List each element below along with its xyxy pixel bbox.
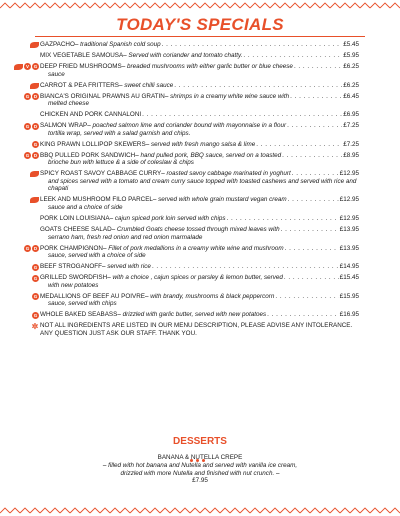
- border-chevron: [0, 3, 10, 8]
- border-chevron: [300, 508, 310, 513]
- menu-item: [0, 141, 400, 149]
- menu-item: [0, 196, 400, 211]
- border-chevron: [220, 3, 230, 8]
- dot-leader: [282, 152, 342, 160]
- item-name: CARROT & PEA FRITTERS: [40, 81, 119, 89]
- dietary-icons: [30, 82, 39, 90]
- dot-leader: [292, 170, 339, 178]
- border-chevron: [240, 508, 250, 513]
- border-chevron: [260, 3, 270, 8]
- item-description-continued: and spices served with a tomato and cream curry sauce topped with toasted cashews and served with rice and chapati: [48, 177, 357, 193]
- border-chevron: [380, 508, 390, 513]
- item-price: £13.95: [339, 244, 359, 252]
- item-description: – Fillet of pork medallions in a creamy white wine and mushroom: [102, 244, 284, 252]
- item-description: – roasted savoy cabbage marinated in yoghurt: [161, 170, 291, 178]
- border-chevron: [40, 3, 50, 8]
- leaf-icon: [30, 83, 39, 89]
- item-price: £15.95: [339, 292, 359, 300]
- item-description-continued: sauce, served with chips: [48, 300, 117, 308]
- item-description-continued: melted cheese: [48, 100, 89, 108]
- dot-leader: [162, 41, 343, 49]
- dietary-icons: [32, 311, 39, 319]
- item-price: £6.45: [343, 92, 359, 100]
- border-chevron: [370, 508, 380, 513]
- menu-item: [0, 215, 400, 223]
- dietary-icons: [30, 196, 39, 204]
- dessert-price: £7.95: [192, 477, 208, 485]
- item-price: £8.95: [343, 151, 359, 159]
- border-chevron: [340, 3, 350, 8]
- item-description: – Served with coriander and tomato chatty.: [123, 51, 243, 59]
- menu-item: [0, 152, 400, 167]
- allergen-note: [0, 322, 400, 337]
- dietary-icons: [30, 41, 39, 49]
- border-chevron: [200, 508, 210, 513]
- border-chevron: [120, 3, 130, 8]
- item-name: BEEF STROGANOFF: [40, 263, 102, 271]
- item-name: BIANCA'S ORIGINAL PRAWNS AU GRATIN: [40, 92, 165, 100]
- title-divider: [35, 36, 365, 37]
- item-price: £16.95: [339, 311, 359, 319]
- item-description: – served with whole grain mustard vegan cream: [152, 196, 287, 204]
- item-description: – with a choice , cajun spices or parsley & lemon butter, served: [107, 274, 283, 282]
- dot-leader: [290, 93, 342, 101]
- d-icon: D: [33, 94, 38, 100]
- item-price: £12.95: [339, 170, 359, 178]
- border-chevron: [220, 508, 230, 513]
- menu-item: [0, 274, 400, 289]
- border-chevron: [160, 3, 170, 8]
- allergen-note-text: NOT ALL INGREDIENTS ARE LISTED IN OUR MENU DESCRIPTION, PLEASE ADVISE ANY INTOLERANCE. ANY QUESTION JUST ASK OUR STAFF. THANK YOU.: [40, 322, 353, 337]
- item-description-continued: tortilla wrap, served with a salad garnish and chips.: [48, 129, 191, 137]
- item-description-continued: sauce: [48, 70, 65, 78]
- item-price: £6.95: [343, 111, 359, 119]
- item-price: £6.25: [343, 62, 359, 70]
- dot-leader: [287, 122, 342, 130]
- border-chevron: [350, 508, 360, 513]
- border-chevron: [10, 508, 20, 513]
- menu-item: [0, 41, 400, 49]
- item-description-continued: serrano ham, fresh red onion and red onion marmalade: [48, 233, 203, 241]
- menu-item: [0, 263, 400, 271]
- border-chevron: [270, 508, 280, 513]
- border-chevron: [150, 508, 160, 513]
- dot-leader: [174, 82, 342, 90]
- d-icon: D: [33, 246, 38, 252]
- border-chevron: [370, 3, 380, 8]
- border-chevron: [280, 508, 290, 513]
- border-chevron: [270, 3, 280, 8]
- menu-item: [0, 293, 400, 308]
- border-chevron: [160, 508, 170, 513]
- g-icon: G: [25, 153, 30, 159]
- border-chevron: [180, 3, 190, 8]
- dot-leader: [284, 274, 339, 282]
- menu-item: [0, 226, 400, 241]
- dietary-icons: [30, 170, 39, 178]
- dot-leader: [285, 245, 339, 253]
- border-chevron: [100, 508, 110, 513]
- border-chevron: [150, 3, 160, 8]
- g-icon: G: [33, 275, 38, 281]
- dot-leader: [152, 263, 339, 271]
- item-name: MIX VEGETABLE SAMOUSA: [40, 51, 124, 59]
- border-chevron: [210, 3, 220, 8]
- border-chevron: [60, 508, 70, 513]
- border-chevron: [250, 3, 260, 8]
- dietary-icons: [14, 63, 39, 71]
- border-chevron: [170, 508, 180, 513]
- leaf-icon: [30, 42, 39, 48]
- g-icon: G: [25, 246, 30, 252]
- g-icon: G: [33, 294, 38, 300]
- border-chevron: [130, 3, 140, 8]
- border-chevron: [320, 3, 330, 8]
- border-chevron: [20, 3, 30, 8]
- item-name: GOATS CHEESE SALAD: [40, 225, 112, 233]
- item-description-continued: sauce and a choice of side: [48, 204, 123, 211]
- border-chevron: [290, 508, 300, 513]
- item-description: – served with fresh mango salsa & lime: [145, 140, 256, 148]
- bottom-border-pattern: [0, 502, 400, 516]
- border-chevron: [300, 3, 310, 8]
- border-chevron: [390, 508, 400, 513]
- item-price: £12.95: [339, 214, 359, 222]
- item-name: SALMON WRAP: [40, 122, 88, 130]
- d-icon: D: [33, 123, 38, 129]
- border-chevron: [180, 508, 190, 513]
- border-chevron: [90, 3, 100, 8]
- border-chevron: [330, 508, 340, 513]
- item-name: SPICY ROAST SAVOY CABBAGE CURRY: [40, 170, 162, 178]
- allergen-icon: ✲: [31, 321, 39, 331]
- leaf-icon: [30, 171, 39, 177]
- border-chevron: [170, 3, 180, 8]
- border-chevron: [380, 3, 390, 8]
- border-chevron: [70, 508, 80, 513]
- item-name: LEEK AND MUSHROOM FILO PARCEL: [40, 196, 153, 204]
- border-chevron: [140, 3, 150, 8]
- item-price: £7.25: [343, 122, 359, 130]
- item-name: CHICKEN AND PORK CANNALONI: [40, 111, 142, 119]
- border-chevron: [250, 508, 260, 513]
- border-chevron: [290, 3, 300, 8]
- item-description: – poached salmon lime and coriander bound with mayonnaise in a flour: [87, 122, 287, 130]
- border-chevron: [240, 3, 250, 8]
- border-chevron: [50, 508, 60, 513]
- border-chevron: [50, 3, 60, 8]
- border-chevron: [80, 508, 90, 513]
- g-icon: G: [33, 142, 38, 148]
- specials-list: [0, 41, 400, 337]
- item-description: – cajun spiced pork loin served with chips: [109, 214, 226, 222]
- border-chevron: [70, 3, 80, 8]
- item-description: – Crumbled Goats cheese tossed through mixed leaves with: [111, 225, 280, 233]
- item-name: MEDALLIONS OF BEEF AU POIVRE: [40, 292, 145, 300]
- item-name: KING PRAWN LOLLIPOP SKEWERS: [40, 140, 146, 148]
- menu-item: [0, 82, 400, 90]
- item-description: – with brandy, mushrooms & black peppercorn: [144, 292, 275, 300]
- dietary-icons: [24, 245, 39, 253]
- item-price: £15.45: [339, 274, 359, 282]
- page-title: TODAY'S SPECIALS: [116, 15, 284, 34]
- border-chevron: [210, 508, 220, 513]
- item-price: £5.95: [343, 51, 359, 59]
- g-icon: G: [33, 264, 38, 270]
- menu-item: [0, 52, 400, 60]
- desserts-heading: DESSERTS: [173, 436, 227, 447]
- dot-leader: [294, 63, 342, 71]
- border-chevron: [60, 3, 70, 8]
- item-description-continued: brioche bun with lettuce & a side of coleslaw & chips: [48, 159, 194, 167]
- leaf-icon: [14, 64, 23, 70]
- d-icon: D: [33, 153, 38, 159]
- border-chevron: [140, 508, 150, 513]
- dot-leader: [227, 215, 339, 223]
- border-chevron: [110, 508, 120, 513]
- border-chevron: [30, 3, 40, 8]
- dot-leader: [281, 226, 339, 234]
- item-name: PORK LOIN LOUISIANA: [40, 214, 110, 222]
- menu-item: [0, 170, 400, 193]
- dot-leader: [142, 111, 342, 119]
- border-chevron: [90, 508, 100, 513]
- item-name: PORK CHAMPIGNON: [40, 244, 103, 252]
- dot-leader: [275, 293, 338, 301]
- g-icon: G: [33, 64, 38, 70]
- item-price: £6.25: [343, 81, 359, 89]
- item-description: – sweet chilli sauce: [118, 81, 174, 89]
- border-chevron: [190, 3, 200, 8]
- item-price: £13.95: [339, 225, 359, 233]
- dietary-icons: [32, 263, 39, 271]
- border-chevron: [40, 508, 50, 513]
- border-chevron: [320, 508, 330, 513]
- item-name: GRILLED SWORDFISH: [40, 274, 108, 282]
- dietary-icons: [32, 293, 39, 301]
- item-description: – hand pulled pork, BBQ sauce, served on a toasted: [135, 151, 282, 159]
- dietary-icons: [32, 141, 39, 149]
- item-price: £5.45: [343, 41, 359, 48]
- item-description: – served with rice: [101, 263, 151, 271]
- border-chevron: [10, 3, 20, 8]
- g-icon: G: [33, 312, 38, 318]
- top-border-pattern: [0, 0, 400, 14]
- dot-leader: [288, 196, 339, 204]
- border-chevron: [360, 3, 370, 8]
- menu-item: [0, 111, 400, 119]
- item-price: £7.25: [343, 140, 359, 148]
- item-description: – drizzled with garlic butter, served with new potatoes: [117, 311, 267, 319]
- border-chevron: [360, 508, 370, 513]
- dietary-icons: [32, 274, 39, 282]
- border-chevron: [390, 3, 400, 8]
- g-icon: G: [25, 94, 30, 100]
- border-chevron: [20, 508, 30, 513]
- item-name: DEEP FRIED MUSHROOMS: [40, 62, 122, 70]
- border-chevron: [310, 3, 320, 8]
- border-chevron: [310, 508, 320, 513]
- item-description: – shrimps in a creamy white wine sauce with: [164, 92, 290, 100]
- border-chevron: [110, 3, 120, 8]
- item-description-continued: with new potatoes: [48, 281, 99, 289]
- dessert-description: – filled with hot banana and Nutella and served with vanilla ice cream, drizzled with more Nutella and finished with nut crunch. –: [102, 461, 298, 477]
- border-chevron: [130, 508, 140, 513]
- border-chevron: [120, 508, 130, 513]
- border-chevron: [80, 3, 90, 8]
- menu-item: [0, 93, 400, 108]
- dot-leader: [256, 141, 342, 149]
- border-chevron: [340, 508, 350, 513]
- item-description: – traditional Spanish cold soup: [74, 41, 161, 48]
- v-icon: V: [25, 64, 29, 70]
- border-chevron: [200, 3, 210, 8]
- menu-item: [0, 63, 400, 78]
- item-name: WHOLE BAKED SEABASS: [40, 311, 118, 319]
- menu-item: [0, 245, 400, 260]
- dietary-icons: [24, 122, 39, 130]
- item-name: GAZPACHO: [40, 41, 75, 48]
- menu-item: [0, 122, 400, 137]
- item-price: £12.95: [339, 196, 359, 204]
- border-chevron: [330, 3, 340, 8]
- item-price: £14.95: [339, 263, 359, 271]
- border-chevron: [260, 508, 270, 513]
- menu-item: [0, 311, 400, 319]
- dietary-icons: [24, 152, 39, 160]
- leaf-icon: [30, 197, 39, 203]
- dessert-item: [0, 454, 400, 485]
- border-chevron: [230, 508, 240, 513]
- dot-leader: [243, 52, 342, 60]
- border-chevron: [230, 3, 240, 8]
- border-chevron: [350, 3, 360, 8]
- dessert-name: BANANA & NUTELLA CREPE: [157, 454, 243, 461]
- border-chevron: [100, 3, 110, 8]
- dietary-icons: [24, 93, 39, 101]
- item-description-continued: sauce, served with a choice of side: [48, 252, 146, 260]
- border-chevron: [190, 508, 200, 513]
- dot-leader: [267, 311, 339, 319]
- item-description: – breaded mushrooms with either garlic butter or blue cheese: [121, 62, 293, 70]
- border-chevron: [0, 508, 10, 513]
- item-name: BBQ PULLED PORK SANDWICH: [40, 151, 136, 159]
- border-chevron: [30, 508, 40, 513]
- g-icon: G: [25, 123, 30, 129]
- border-chevron: [280, 3, 290, 8]
